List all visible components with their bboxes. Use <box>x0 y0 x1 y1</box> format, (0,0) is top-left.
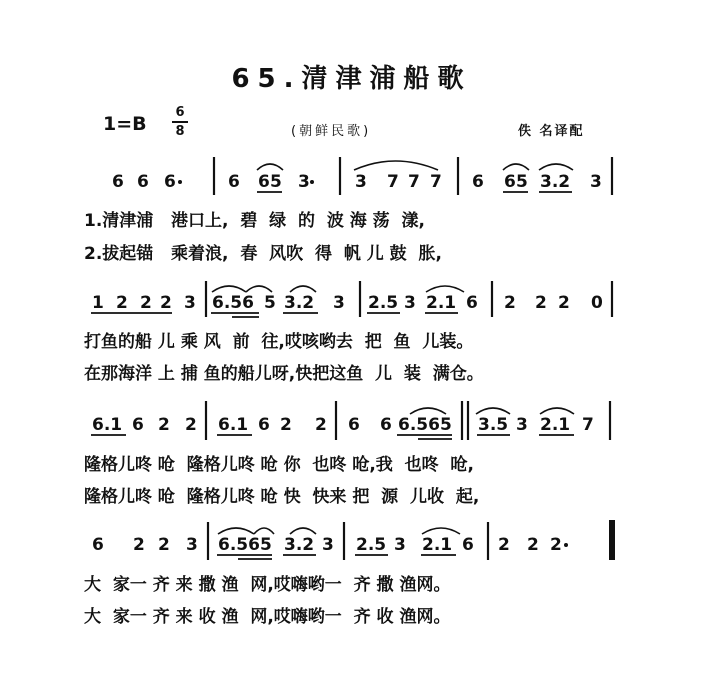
svg-text:2: 2 <box>527 535 539 555</box>
svg-text:2: 2 <box>280 415 292 435</box>
song-source: (朝鲜民歌) <box>291 124 372 139</box>
svg-text:2: 2 <box>116 293 128 313</box>
svg-text:6.565: 6.565 <box>218 535 272 555</box>
lyric-line-3-verse-1: 隆格儿咚 呛 隆格儿咚 呛 你 也咚 呛,我 也咚 呛, <box>84 455 474 475</box>
svg-text:6: 6 <box>462 535 474 555</box>
svg-text:2: 2 <box>558 293 570 313</box>
svg-text:2.1: 2.1 <box>540 415 571 435</box>
svg-text:3.5: 3.5 <box>478 415 509 435</box>
notation-system-4 <box>92 520 612 560</box>
svg-text:2: 2 <box>133 535 145 555</box>
svg-text:6: 6 <box>132 415 144 435</box>
svg-text:2.5: 2.5 <box>368 293 399 313</box>
svg-text:6: 6 <box>258 172 270 192</box>
svg-text:6.1: 6.1 <box>92 415 123 435</box>
svg-text:5: 5 <box>270 172 282 192</box>
svg-text:2: 2 <box>498 535 510 555</box>
notation-system-1 <box>112 157 612 195</box>
lyric-line-2-verse-1: 打鱼的船 儿 乘 风 前 往,哎咳哟去 把 鱼 儿装。 <box>84 332 474 352</box>
lyric-line-1-verse-2: 2.拔起锚 乘着浪, 春 风吹 得 帆 儿 鼓 胀, <box>84 244 442 264</box>
svg-text:3: 3 <box>516 415 528 435</box>
svg-text:7: 7 <box>430 172 442 192</box>
svg-text:7: 7 <box>387 172 399 192</box>
key-signature: 1=B <box>103 113 147 135</box>
lyric-line-1-verse-1: 1.清津浦 港口上, 碧 绿 的 波 海 荡 漾, <box>84 211 425 231</box>
svg-text:2: 2 <box>140 293 152 313</box>
svg-text:1: 1 <box>92 293 104 313</box>
svg-text:2: 2 <box>158 415 170 435</box>
svg-text:2: 2 <box>158 535 170 555</box>
svg-text:3: 3 <box>590 172 602 192</box>
svg-text:6: 6 <box>348 415 360 435</box>
svg-text:6: 6 <box>228 172 240 192</box>
notation-system-2 <box>91 281 612 317</box>
svg-text:2: 2 <box>504 293 516 313</box>
notation-system-3 <box>91 401 610 440</box>
svg-text:6.565: 6.565 <box>398 415 452 435</box>
svg-text:6: 6 <box>164 172 176 192</box>
svg-text:3: 3 <box>298 172 310 192</box>
svg-text:6: 6 <box>112 172 124 192</box>
time-signature-numerator: 6 <box>175 105 185 120</box>
svg-text:2: 2 <box>160 293 172 313</box>
svg-text:2: 2 <box>315 415 327 435</box>
lyric-line-2-verse-2: 在那海洋 上 捕 鱼的船儿呀,快把这鱼 儿 装 满仓。 <box>84 364 484 384</box>
svg-text:3.2: 3.2 <box>540 172 571 192</box>
svg-text:3: 3 <box>322 535 334 555</box>
svg-text:3: 3 <box>186 535 198 555</box>
svg-text:2.1: 2.1 <box>422 535 453 555</box>
svg-text:3.2: 3.2 <box>284 535 315 555</box>
svg-text:6.1: 6.1 <box>218 415 249 435</box>
svg-text:0: 0 <box>591 293 603 313</box>
svg-text:3.2: 3.2 <box>284 293 315 313</box>
svg-text:2: 2 <box>185 415 197 435</box>
svg-text:6: 6 <box>504 172 516 192</box>
svg-text:3: 3 <box>184 293 196 313</box>
svg-text:3: 3 <box>394 535 406 555</box>
svg-text:6: 6 <box>380 415 392 435</box>
lyric-line-3-verse-2: 隆格儿咚 呛 隆格儿咚 呛 快 快来 把 源 儿收 起, <box>84 487 480 507</box>
lyric-line-4-verse-2: 大 家一 齐 来 收 渔 网,哎嗨哟一 齐 收 渔网。 <box>84 607 451 627</box>
lyric-line-4-verse-1: 大 家一 齐 来 撒 渔 网,哎嗨哟一 齐 撒 渔网。 <box>84 575 451 595</box>
svg-text:2.1: 2.1 <box>426 293 457 313</box>
time-signature-denominator: 8 <box>175 124 185 139</box>
svg-text:6: 6 <box>137 172 149 192</box>
svg-text:3: 3 <box>404 293 416 313</box>
svg-text:7: 7 <box>408 172 420 192</box>
svg-text:3: 3 <box>333 293 345 313</box>
svg-text:6: 6 <box>466 293 478 313</box>
svg-text:6: 6 <box>92 535 104 555</box>
song-credit: 佚 名译配 <box>518 124 585 139</box>
song-title: 65.清津浦船歌 <box>231 64 472 94</box>
svg-text:5: 5 <box>516 172 528 192</box>
svg-text:2.5: 2.5 <box>356 535 387 555</box>
svg-text:2: 2 <box>550 535 562 555</box>
svg-text:3: 3 <box>355 172 367 192</box>
svg-text:6: 6 <box>472 172 484 192</box>
svg-text:7: 7 <box>582 415 594 435</box>
svg-text:6: 6 <box>258 415 270 435</box>
svg-text:6.56: 6.56 <box>212 293 254 313</box>
svg-text:2: 2 <box>535 293 547 313</box>
svg-text:5: 5 <box>264 293 276 313</box>
